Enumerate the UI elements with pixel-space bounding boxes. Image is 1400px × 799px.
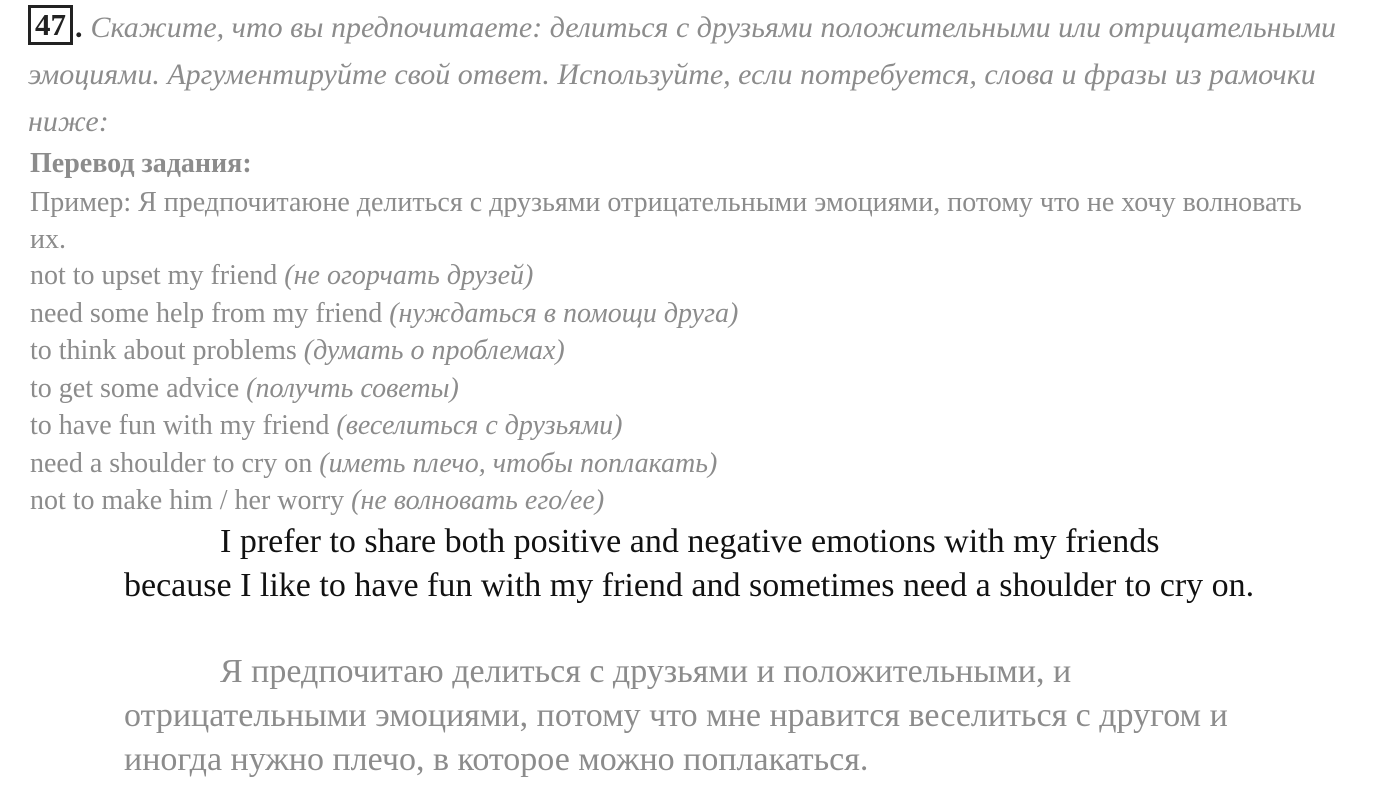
phrase-english: need a shoulder to cry on [30, 447, 313, 479]
phrase-russian: (веселиться с друзьями) [336, 410, 623, 441]
phrase-english: to have fun with my friend [30, 410, 330, 441]
phrase-russian: (не огорчать друзей) [284, 260, 534, 291]
phrase-english: not to upset my friend [30, 260, 278, 291]
answer-english: I prefer to share both positive and negative emotions with my friends because I like to have fun with my friend and sometimes need a shoulder to cry on. [124, 523, 1255, 604]
phrase-russian: (иметь плечо, чтобы поплакать) [319, 447, 718, 479]
phrase-item [30, 445, 1330, 483]
task-number-dot: . [75, 11, 83, 44]
phrase-item [30, 257, 1330, 295]
phrase-russian: (не волновать его/ее) [351, 485, 605, 516]
phrase-item [30, 295, 1330, 333]
translation-example: Пример: Я предпочитаюне делиться с друзьями отрицательными эмоциями, потому что не хочу волновать их. [30, 187, 1302, 255]
phrase-russian: (думать о проблемах) [303, 335, 565, 366]
translation-title: Перевод задания: [30, 148, 252, 179]
phrase-english: not to make him / her worry [30, 485, 345, 516]
phrase-item [30, 407, 1330, 445]
answer-russian: Я предпочитаю делиться с друзьями и положительными, и отрицательными эмоциями, потому что мне нравится веселиться с другом и иногда нужно плечо, в которое можно поплакаться. [124, 653, 1228, 778]
phrase-english: need some help from my friend [30, 297, 383, 329]
phrase-list [30, 257, 1330, 520]
phrase-item [30, 370, 1330, 408]
phrase-russian: (нуждаться в помощи друга) [389, 297, 739, 329]
task-instruction-text: Скажите, что вы предпочитаете: делиться с друзьями положительными или отрицательными эмоциями. Аргументируйте свой ответ. Используйте, если потребуется, слова и фразы из рамочки ниже: [28, 11, 1337, 138]
phrase-item [30, 482, 1330, 520]
task-instruction-block [28, 4, 1368, 145]
task-number-box: 47 [28, 5, 73, 45]
phrase-russian: (получть советы) [246, 372, 459, 404]
phrase-item [30, 332, 1330, 370]
phrase-english: to think about problems [30, 335, 297, 366]
phrase-english: to get some advice [30, 372, 240, 404]
